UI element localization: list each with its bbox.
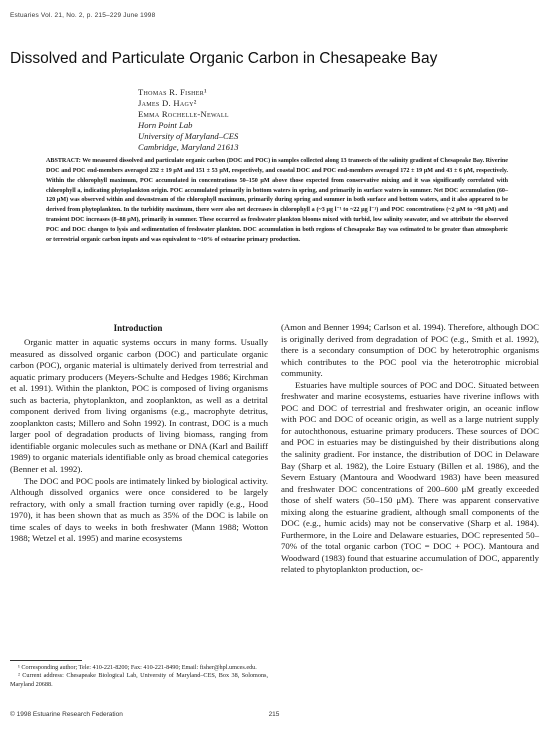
author-block bbox=[138, 87, 438, 153]
abstract-text: We measured dissolved and particulate organic carbon (DOC and POC) in samples collected along 13 transects of the salinity gradient of Chesapeake Bay. Riverine DOC and POC end-members averaged 232 ± 19 μM and 151 ± 53 μM, respectively, and coastal DOC and POC end-members averaged 172 ± 19 μM and 43 ± 6 μM, respectively. Within the chlorophyll maximum, POC accumulated in concentrations 50–150 μM above those expected from conservative mixing and it was significantly correlated with chlorophyll a, indicating phytoplankton origin. POC accumulated primarily in bottom waters in spring, and primarily in surface waters in summer. Net DOC accumulation (60–120 μM) was observed within and downstream of the chlorophyll maximum, primarily during spring and summer in both surface and bottom waters, and it also appeared to be derived from phytoplankton. In the turbidity maximum, there were also net decreases in chlorophyll a (~3 μg l⁻¹ to ~22 μg l⁻¹) and POC concentrations (~2 μM to ~98 μM) and transient DOC increases (8–88 μM), primarily in summer. These occurred as freshwater plankton blooms mixed with turbid, low salinity seawater, and we attribute the observed POC and DOC changes to lysis and sedimentation of freshwater plankton. DOC accumulation in both regions of Chesapeake Bay was estimated to be greater than atmospheric or terrestrial organic carbon inputs and was equivalent to ~10% of estuarine primary production. bbox=[46, 158, 508, 243]
author-name: James D. Hagy² bbox=[138, 98, 197, 108]
footnote: ¹ Corresponding author; Tele: 410-221-8200; Fax: 410-221-8490; Email: fisher@hpl.umces.edu. bbox=[18, 664, 257, 671]
affiliation-line: Horn Point Lab bbox=[138, 120, 193, 130]
author-name: Thomas R. Fisher¹ bbox=[138, 87, 207, 97]
affiliation-line: Cambridge, Maryland 21613 bbox=[138, 142, 239, 152]
left-column bbox=[10, 337, 268, 545]
footnote: ² Current address: Chesapeake Biological Lab, University of Maryland–CES, Box 38, Solomons, Maryland 20688. bbox=[10, 672, 268, 688]
section-heading-introduction: Introduction bbox=[113, 323, 163, 333]
paper-title: Dissolved and Particulate Organic Carbon in Chesapeake Bay bbox=[10, 50, 438, 67]
footnotes bbox=[10, 664, 268, 689]
body-paragraph: (Amon and Benner 1994; Carlson et al. 1994). Therefore, although DOC is originally derived from degradation of POC (e.g., Smith et al. 1992), there is a secondary consumption of DOC by heterotrophic organisms which contributes to the POC pool via the heterotrophic microbial community. bbox=[281, 322, 539, 379]
copyright-notice: © 1998 Estuarine Research Federation bbox=[10, 711, 123, 718]
footnote-rule bbox=[10, 660, 82, 661]
page-number: 215 bbox=[268, 711, 280, 718]
affiliation-line: University of Maryland–CES bbox=[138, 131, 239, 141]
abstract bbox=[46, 157, 508, 246]
body-paragraph: Estuaries have multiple sources of POC and DOC. Situated between freshwater and marine ecosystems, estuaries have riverine inflows with POC and DOC of terrestrial and freshwater origin, an oceanic inflow with POC and DOC of oceanic origin, as well as a large nutrient supply for autochthonous, estuarine primary producers. These sources of DOC and POC in estuaries may be distinguished by their distributions along the salinity gradient. For instance, the distribution of DOC in Delaware Bay (Sharp et al. 1982), the Loire Estuary (Billen et al. 1986), and the Severn Estuary (Mantoura and Woodward 1983) have been measured and freshwater DOC concentrations of 200–600 μM greatly exceeded those of shelf waters (50–150 μM). There was apparent conservative mixing along the estuarine gradient, although small components of the DOC (e.g., humic acids) may not be conservative (Sharp et al. 1984). Furthermore, in the Loire and Delaware estuaries, DOC represented 50–70% of the total organic carbon (TOC = DOC + POC). Mantoura and Woodward (1983) found that estuarine accumulation of DOC, apparently related to phytoplankton production, oc- bbox=[281, 379, 539, 575]
body-paragraph: Organic matter in aquatic systems occurs in many forms. Usually measured as dissolved organic carbon (DOC) and particulate organic carbon (POC), organic material is ultimately derived from terrestrial and aquatic primary producers (Meyers-Schulte and Hedges 1986; Kirchman et al. 1991). Within the plankton, POC is composed of living organisms such as bacteria, phytoplankton, and zooplankton, as well as a detrital component derived from living organisms (e.g., macrophyte detritus, zooplankton casts; Millero and Sohn 1992). In contrast, DOC is a much larger pool of degradation products of living biomass, ranging from identifiable organic molecules such as methane or DNA (Karl and Bailiff 1989) to organic materials identifiable only as broad chemical categories (Benner et al. 1992). bbox=[10, 337, 268, 475]
author-name: Emma Rochelle-Newall bbox=[138, 109, 229, 119]
right-column bbox=[281, 322, 539, 576]
abstract-label: ABSTRACT: bbox=[46, 158, 81, 164]
journal-header: Estuaries Vol. 21, No. 2, p. 215–229 June 1998 bbox=[10, 12, 156, 19]
body-paragraph: The DOC and POC pools are intimately linked by biological activity. Although dissolved organics were once considered to be largely refractory, with only a small fraction turning over rapidly (e.g., Hood 1970), it has been shown that as much as 35% of the DOC is labile on time scales of days to weeks in both freshwater (Mann 1988; Wotton 1988; Wetzel et al. 1995) and marine ecosystems bbox=[10, 475, 268, 544]
